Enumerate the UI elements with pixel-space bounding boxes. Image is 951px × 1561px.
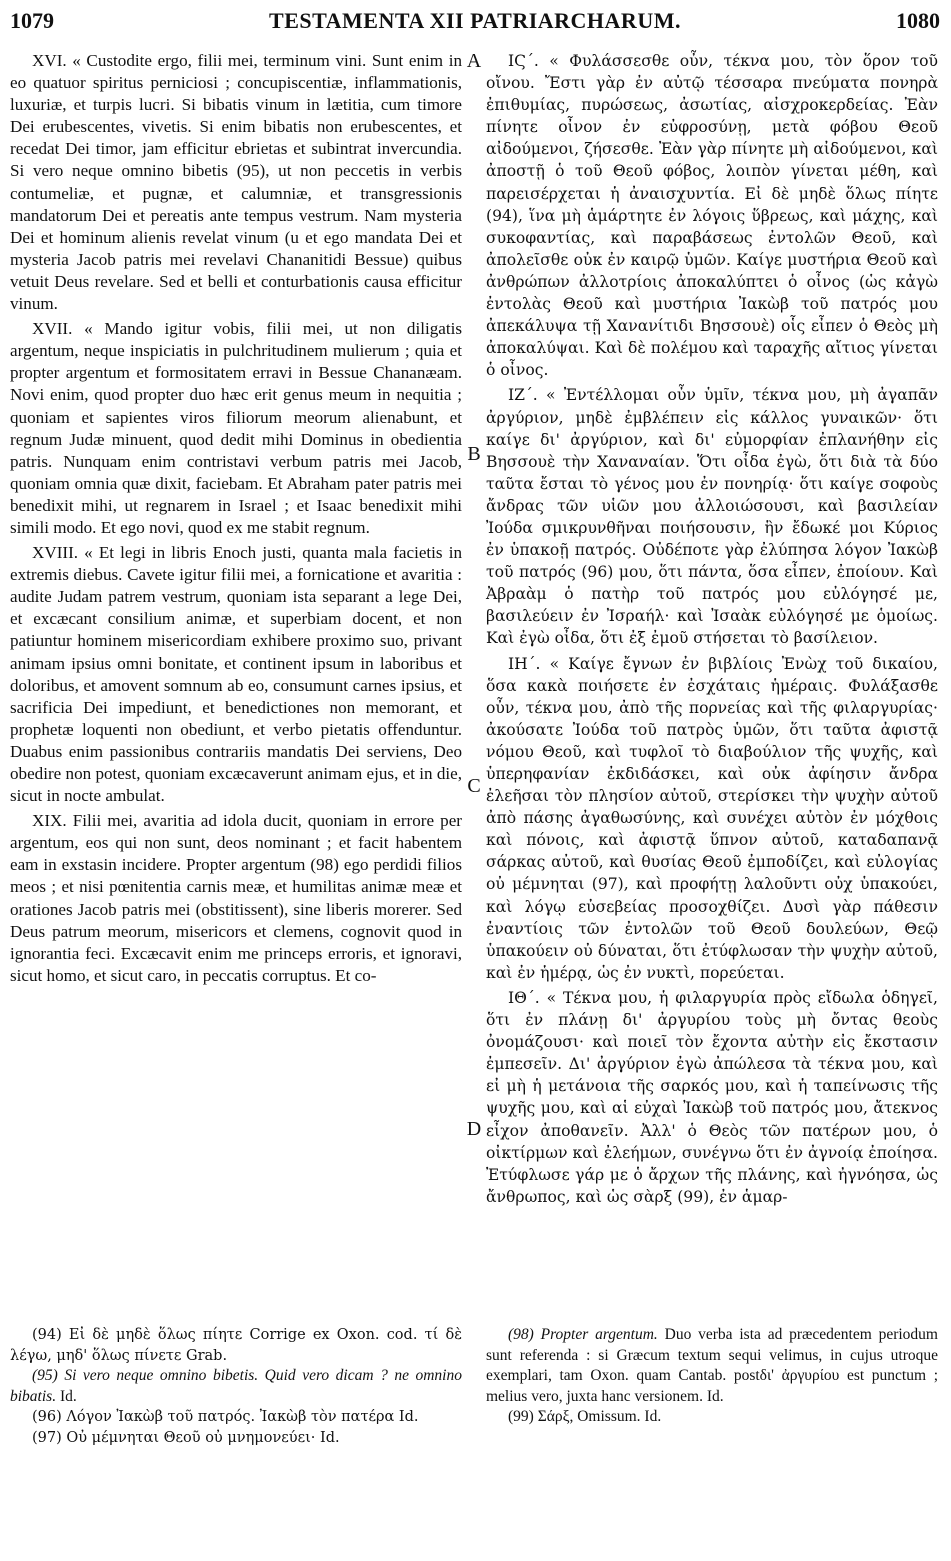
footnote-96: (96) Λόγον Ἰακὼβ τοῦ πατρός. Ἰακὼβ τὸν πατέρα Id.	[32, 1409, 419, 1425]
footnote-98-italic: (98) Propter argentum.	[508, 1326, 658, 1343]
footnote-95-tail: Id.	[56, 1387, 77, 1405]
latin-section-19: XIX. Filii mei, avaritia ad idola ducit, quoniam in errore per argentum, eos qui non sunt, deos nominant ; et facit habentem eam in exstasin incidere. Propter argentum (98) ego perdidi filios meos ; et nisi pœnitentia carnis meæ, et humilitas animæ meæ et orationes Jacob patris mei (obstitissent), sine liberis morerer. Sed Deus patrum meorum, misericors et clemens, cognovit quod in ignorantia feci. Excæcavit enim me princeps erroris, et ignoravi, sicut homo, et sicut caro, in peccatis corruptus. Et co-	[10, 811, 462, 985]
footnote-97: (97) Οὐ μέμνηται Θεοῦ οὐ μνημονεύει· Id.	[32, 1429, 340, 1446]
page-number-left: 1079	[10, 8, 54, 33]
margin-letter-b: B	[467, 443, 481, 465]
latin-section-17: XVII. « Mando igitur vobis, filii mei, ut non diligatis argentum, neque inspiciatis in pulchritudinem mulierum ; quia et propter argentum et formositatem erravi in Bessue Chananæam. Novi enim, quod propter duo hæc erit genus meum in nequitia ; quoniam et sapientes viros filiorum meorum alienabunt, et regnum Judæ minuent, quod dedit mihi Dominus in obedientia patris. Nunquam enim contristavi verbum patris mei Jacob, quoniam omnia quæ dixit, faciebam. Et Abraham pater patris mei benedixit mihi, ut regnarem in Israel ; et Isaac benedixit mihi simili modo. Et ego novi, quod ex me stabit regnum.	[10, 319, 462, 537]
footnote-98	[486, 1325, 938, 1407]
footnote-94: (94) Εἰ δὲ μηδὲ ὅλως πίητε Corrige ex Oxon. cod. τί δὲ λέγω, μηδ' ὅλως πίνετε Grab.	[10, 1327, 462, 1364]
greek-section-16: ΙϚ΄. « Φυλάσσεσθε οὖν, τέκνα μου, τὸν ὅρον τοῦ οἴνου. Ἔστι γὰρ ἐν αὐτῷ τέσσαρα πνεύματα πονηρὰ ἐπιθυμίας, πυρώσεως, ἀσωτίας, αἰσχροκερδείας. Ἐὰν πίνητε οἶνον ἐν εὐφροσύνῃ, μετὰ φόβου Θεοῦ αἰδούμενοι, ζήσεσθε. Ἐὰν γὰρ πίνητε μὴ αἰδούμενοι, καὶ ἀποστῇ ὁ τοῦ Θεοῦ φόβος, λοιπὸν γίνεται μέθη, καὶ παρεισέρχεται ἡ ἀναισχυντία. Εἰ δὲ μηδὲ ὅλως πίητε (94), ἵνα μὴ ἁμάρτητε ἐν λόγοις ὕβρεως, καὶ μάχης, καὶ συκοφαντίας, καὶ παραβάσεως ἐντολῶν Θεοῦ, καὶ ἀπολεῖσθε οὐκ ἐν καιρῷ ὑμῶν. Καίγε μυστήρια Θεοῦ καὶ ἀνθρώπων ἀλλοτρίοις ἀποκαλύπτει ὁ οἶνος (ὡς κἀγὼ ἐντολὰς Θεοῦ καὶ μυστήρια Ἰακὼβ τοῦ πατρός μου ἀπεκάλυψα τῇ Χανανίτιδι Βησσουὲ) οἷς εἶπεν ὁ Θεὸς μὴ ἀποκαλύψαι. Καὶ δὲ πολέμου καὶ ταραχῆς αἴτιος γίνεται ὁ οἶνος.	[486, 52, 938, 380]
greek-section-18: ΙΗ΄. « Καίγε ἔγνων ἐν βιβλίοις Ἐνὼχ τοῦ δικαίου, ὅσα κακὰ ποιήσετε ἐν ἐσχάταις ἡμέραις. Φυλάξασθε οὖν, τέκνα μου, ἀπὸ τῆς πορνείας καὶ τῆς φιλαργυρίας· ἀκούσατε Ἰούδα τοῦ πατρὸς ὑμῶν, ὅτι ταῦτα ἀφιστᾷ νόμου Θεοῦ, καὶ τυφλοῖ τὸ διαβούλιον τῆς ψυχῆς, καὶ ὑπερηφανίαν ἐκδιδάσκει, καὶ οὐκ ἀφίησιν ἄνδρα ἐλεῆσαι τὸν πλησίον αὐτοῦ, στερίσκει τὴν ψυχὴν αὐτοῦ ἀπὸ πάσης ἀγαθωσύνης, καὶ συνέχει αὐτὸν ἐν μόχθοις καὶ πόνοις, καὶ ἀφιστᾷ ὕπνον αὐτοῦ, καταδαπανᾷ σάρκας αὐτοῦ, καὶ θυσίας Θεοῦ ἐμποδίζει, καὶ εὐλογίας οὐ μέμνηται (97), καὶ προφήτῃ λαλοῦντι οὐχ ὑπακούει, καὶ λόγῳ εὐσεβείας προσοχθίζει. Δυσὶ γὰρ πάθεσιν ἐναντίοις τῶν ἐντολῶν τοῦ Θεοῦ δουλεύων, Θεῷ ὑπακούειν οὐ δύναται, ὅτι ἐτύφλωσαν τὴν ψυχὴν αὐτοῦ, καὶ ἐν ἡμέρᾳ, ὡς ἐν νυκτὶ, πορεύεται.	[486, 654, 938, 982]
footnote-95	[10, 1366, 462, 1407]
margin-letter-c: C	[467, 775, 481, 797]
latin-column	[10, 50, 462, 990]
greek-section-17: ΙΖ΄. « Ἐντέλλομαι οὖν ὑμῖν, τέκνα μου, μὴ ἀγαπᾶν ἀργύριον, μηδὲ ἐμβλέπειν εἰς κάλλος γυναικῶν· ὅτι καίγε δι' ἀργύριον, καὶ δι' εὐμορφίαν ἐπλανήθην εἰς Βησσουὲ τὴν Χαναναίαν. Ὅτι οἶδα ἐγὼ, ὅτι διὰ τὰ δύο ταῦτα ἔσται τὸ γένος μου ἐν πονηρίᾳ· ὅτι καίγε σοφοὺς ἄνδρας τῶν υἱῶν μου ἀλλοιώσουσι, καὶ βασιλείαν Ἰούδα σμικρυνθῆναι ποιήσουσιν, ἣν ἔδωκέ μοι Κύριος ἐν ὑπακοῇ πατρός. Οὐδέποτε γὰρ ἐλύπησα λόγον Ἰακὼβ τοῦ πατρός (96) μου, ὅτι πάντα, ὅσα εἶπεν, ἐποίουν. Καὶ Ἀβραὰμ ὁ πατὴρ τοῦ πατρός μου εὐλόγησέ με, βασιλεύειν ἐν Ἰσραήλ· καὶ Ἰσαὰκ εὐλόγησέ με ὁμοίως. Καὶ ἐγὼ οἶδα, ὅτι ἐξ ἐμοῦ στήσεται τὸ βασίλειον.	[486, 386, 938, 648]
margin-letter-a: A	[466, 50, 482, 72]
greek-section-19: ΙΘ΄. « Τέκνα μου, ἡ φιλαργυρία πρὸς εἴδωλα ὁδηγεῖ, ὅτι ἐν πλάνῃ δι' ἀργυρίου τοὺς μὴ ὄντας θεοὺς ὀνομάζουσι· καὶ ποιεῖ τὸν ἔχοντα αὐτὴν εἰς ἔκστασιν ἐμπεσεῖν. Δι' ἀργύριον ἐγὼ ἀπώλεσα τὰ τέκνα μου, καὶ εἰ μὴ ἡ μετάνοια τῆς σαρκός μου, καὶ ἡ ταπείνωσις τῆς ψυχῆς μου, καὶ αἱ εὐχαὶ Ἰακὼβ τοῦ πατρός μου, ἄτεκνος εἶχον ἀποθανεῖν. Ἀλλ' ὁ Θεὸς τῶν πατέρων μου, ὁ οἰκτίρμων καὶ ἐλεήμων, συνέγνω ὅτι ἐν ἀγνοίᾳ ἐποίησα. Ἐτύφλωσε γάρ με ὁ ἄρχων τῆς πλάνης, καὶ ἠγνόησα, ὡς ἄνθρωπος, καὶ ὡς σὰρξ (99), ἐν ἁμαρ-	[486, 988, 938, 1206]
latin-section-16: XVI. « Custodite ergo, filii mei, terminum vini. Sunt enim in eo quatuor spiritus perniciosi ; concupiscentiæ, inflammationis, luxuriæ, et turpis lucri. Si bibatis vinum in lætitia, cum timore Dei erubescentes, vivetis. Si enim bibatis non erubescentes, et recedat Dei timor, jam efficitur ebrietas et subintrat invercundia. Si vero neque omnino bibetis (95), ut non peccetis in verbis contumeliæ, et pugnæ, et calumniæ, et transgressionis mandatorum Dei et pereatis ante tempus vestrum. Nam mysteria Dei et hominum alienis revelat vinum (u et ego mandata Dei et mysteria Jacob patris mei revelavi Chananitidi Bessue) quibus vetuit Deus revelare. Sed et belli et conturbationis causa efficitur vinum.	[10, 51, 462, 314]
footnote-95-italic: (95) Si vero neque omnino bibetis. Quid vero dicam ? ne omnino bibatis.	[10, 1367, 462, 1405]
greek-column	[486, 50, 938, 1211]
footnotes-right	[486, 1325, 938, 1428]
latin-section-18: XVIII. « Et legi in libris Enoch justi, quanta mala facietis in extremis diebus. Cavete igitur filii mei, a fornicatione et avaritia : audite Judam patrem vestrum, quoniam ista separant a lege Dei, et excæcant consilium animæ, et superbiam docent, et non patiuntur hominem misericordiam exhibere proximo suo, privant animam ipsius omni bonitate, et continent ipsum in laboribus et doloribus, et amovent somnum ab eo, consumunt carnes ipsius, et sacrificia Dei impediunt, et benedictiones non memorant, et prophetæ loquenti non obediunt, et verbo pietatis offenduntur. Duabus enim passionibus contrariis mandatis Dei serviens, Deo obedire non potest, quoniam excæcaverunt animam ejus, et in die, sicut in nocte ambulat.	[10, 543, 462, 806]
running-title: TESTAMENTA XII PATRIARCHARUM.	[269, 8, 681, 33]
footnote-98-tail: Duo verba ista ad præcedentem periodum sunt referenda : si Græcum textum sequi velimus, in cujus utroque exemplari, tam Oxon. quam Cantab. postδι' ἀργυρίου est punctum ; melius vero, juxta hanc versionem. Id.	[486, 1326, 938, 1405]
margin-letter-d: D	[466, 1118, 482, 1140]
page-header	[10, 8, 940, 40]
footnote-99: (99) Σάρξ, Omissum. Id.	[508, 1408, 662, 1425]
page-number-right: 1080	[896, 8, 940, 33]
footnotes-left	[10, 1325, 462, 1448]
